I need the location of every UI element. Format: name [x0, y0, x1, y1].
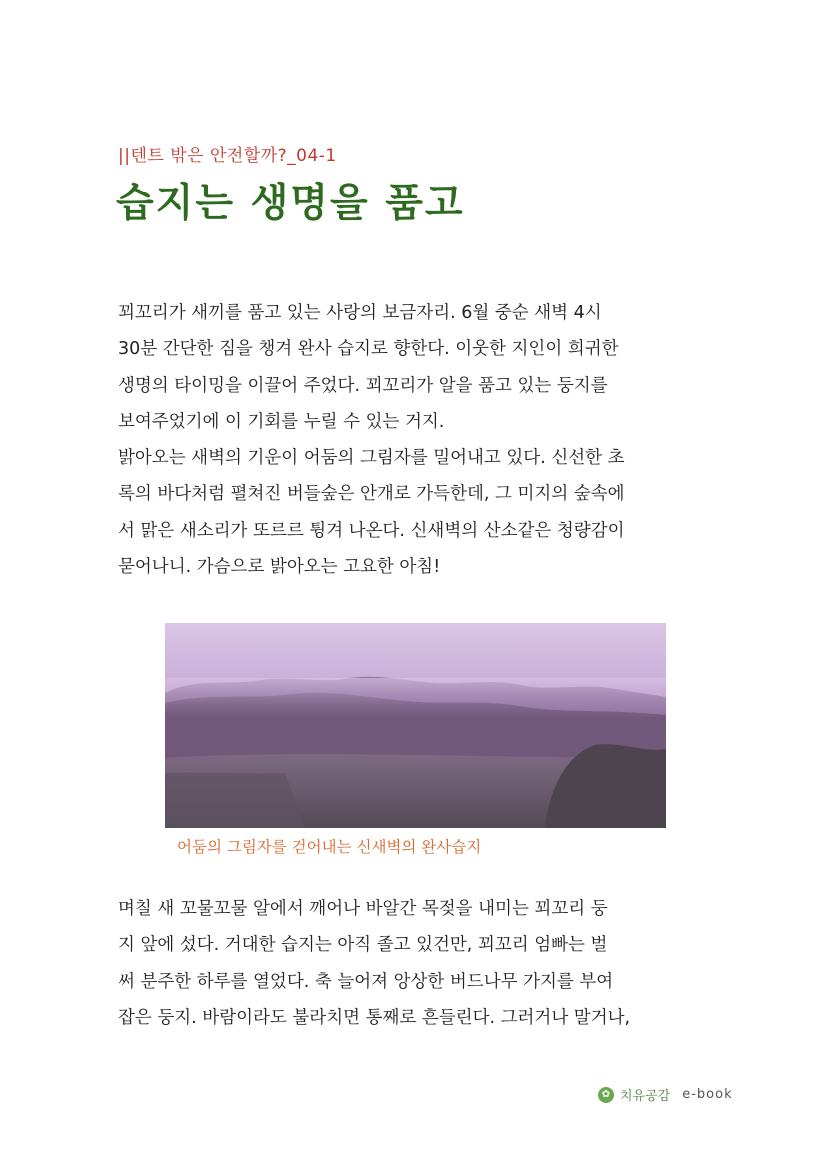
- flower-logo-icon: ✿: [598, 1087, 614, 1103]
- photo-caption: 어둠의 그림자를 걷어내는 신새벽의 완사습지: [177, 838, 482, 856]
- text-line: 써 분주한 하루를 열었다. 축 늘어져 앙상한 버드나무 가지를 부여: [118, 971, 614, 992]
- text-line: 잡은 둥지. 바람이라도 불라치면 통째로 흔들린다. 그러거나 말거나,: [118, 1007, 631, 1028]
- text-line: 보여주었기에 이 기회를 누릴 수 있는 거지.: [118, 411, 445, 432]
- paragraph-1: [118, 295, 714, 585]
- paragraph-2: [118, 891, 714, 1036]
- text-line: 30분 간단한 짐을 챙겨 완사 습지로 향한다. 이웃한 지인이 희귀한: [118, 339, 619, 360]
- brand-name: 치유공감: [620, 1089, 671, 1104]
- text-line: 밝아오는 새벽의 기운이 어둠의 그림자를 밀어내고 있다. 신선한 초: [118, 448, 625, 469]
- text-line: 지 앞에 섰다. 거대한 습지는 아직 졸고 있건만, 꾀꼬리 엄빠는 벌: [118, 935, 608, 956]
- text-line: 며칠 새 꼬물꼬물 알에서 깨어나 바알간 목젖을 내미는 꾀꼬리 둥: [118, 899, 608, 919]
- series-label: ||텐트 밖은 안전할까?_04-1: [118, 146, 337, 166]
- wetland-photo: [165, 623, 666, 828]
- text-line: 묻어나니. 가슴으로 밝아오는 고요한 아침!: [118, 557, 441, 578]
- text-line: 꾀꼬리가 새끼를 품고 있는 사랑의 보금자리. 6월 중순 새벽 4시: [118, 303, 602, 323]
- ebook-label: e-book: [682, 1087, 733, 1102]
- footer-brand: [598, 1085, 733, 1104]
- text-line: 생명의 타이밍을 이끌어 주었다. 꾀꼬리가 알을 품고 있는 둥지를: [118, 375, 608, 396]
- text-line: 록의 바다처럼 펼쳐진 버들숲은 안개로 가득한데, 그 미지의 숲속에: [118, 484, 625, 505]
- page-title: 습지는 생명을 품고: [116, 181, 465, 226]
- text-line: 서 맑은 새소리가 또르르 튕겨 나온다. 신새벽의 산소같은 청량감이: [118, 520, 625, 541]
